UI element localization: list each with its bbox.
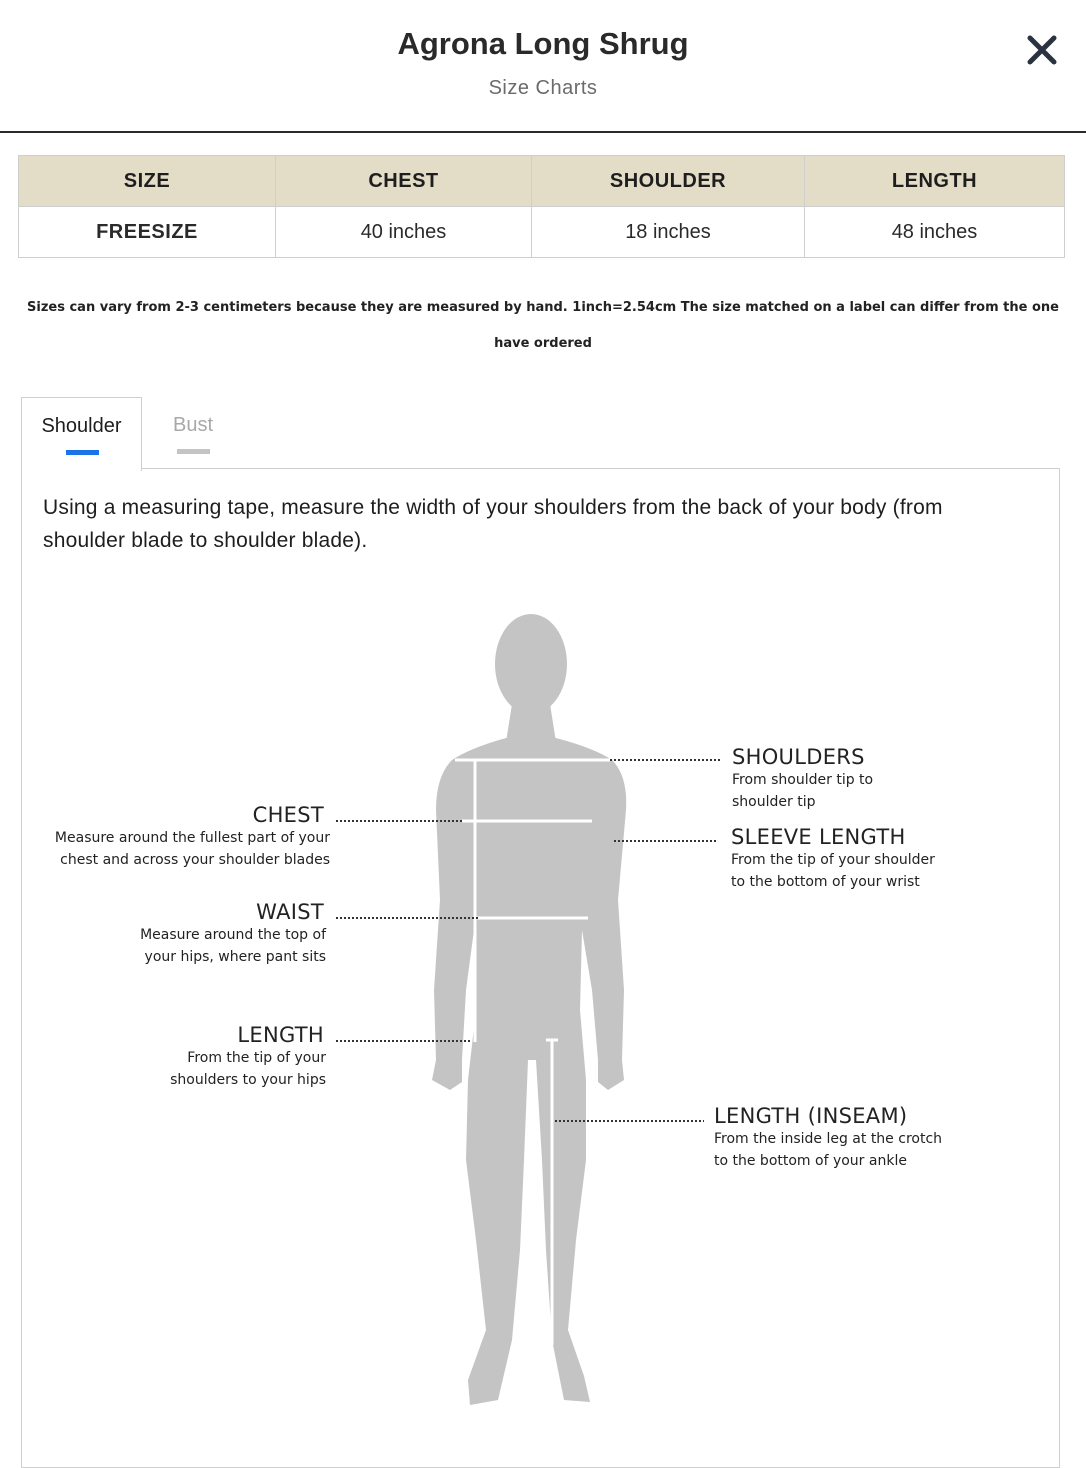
waist-label <box>40 900 326 968</box>
page-subtitle: Size Charts <box>488 77 598 99</box>
tab-panel <box>21 468 1060 1468</box>
chest-desc-line2: chest and across your shoulder blades <box>60 852 330 868</box>
column-header-size: SIZE <box>19 156 276 207</box>
length-desc-line2: shoulders to your hips <box>170 1072 326 1088</box>
chest-label <box>40 803 330 871</box>
shoulders-desc-line2: shoulder tip <box>732 794 816 810</box>
inseam-desc-line1: From the inside leg at the crotch <box>714 1131 943 1147</box>
table-header-row <box>19 156 1065 207</box>
cell-shoulder: 18 inches <box>532 207 805 258</box>
inseam-desc-line2: to the bottom of your ankle <box>714 1153 907 1169</box>
table-row <box>19 207 1065 258</box>
inseam-label <box>714 1104 1054 1172</box>
waist-desc-line2: your hips, where pant sits <box>144 949 326 965</box>
tab-label: Bust <box>172 414 214 436</box>
close-icon[interactable] <box>1020 28 1064 72</box>
shoulders-title: SHOULDERS <box>732 745 865 769</box>
cell-chest: 40 inches <box>276 207 532 258</box>
tab-indicator <box>177 449 210 454</box>
shoulders-label <box>732 745 1052 813</box>
page-title: Agrona Long Shrug <box>397 26 689 61</box>
size-note: Sizes can vary from 2-3 centimeters because they are measured by hand. 1inch=2.54cm The size matched on a label can differ from the one have ordered <box>27 300 1059 351</box>
chest-desc-line1: Measure around the fullest part of your <box>54 830 330 846</box>
tab-active-indicator <box>66 450 99 455</box>
column-header-chest: CHEST <box>276 156 532 207</box>
sleeve-length-title: SLEEVE LENGTH <box>731 825 906 849</box>
cell-length: 48 inches <box>805 207 1065 258</box>
sleeve-length-desc-line2: to the bottom of your wrist <box>731 874 920 890</box>
cell-size: FREESIZE <box>19 207 276 258</box>
column-header-length: LENGTH <box>805 156 1065 207</box>
waist-desc-line1: Measure around the top of <box>140 927 326 943</box>
inseam-title: LENGTH (INSEAM) <box>714 1104 908 1128</box>
sleeve-length-label <box>731 825 1051 893</box>
tab-label: Shoulder <box>41 415 122 437</box>
tab-shoulder[interactable] <box>21 397 142 471</box>
length-desc-line1: From the tip of your <box>187 1050 326 1066</box>
tab-bust[interactable] <box>159 397 227 469</box>
waist-title: WAIST <box>256 900 324 924</box>
length-label <box>40 1023 326 1091</box>
modal-header <box>0 0 1086 133</box>
size-table <box>18 155 1065 258</box>
column-header-shoulder: SHOULDER <box>532 156 805 207</box>
length-title: LENGTH <box>237 1023 324 1047</box>
sleeve-length-desc-line1: From the tip of your shoulder <box>731 852 935 868</box>
chest-title: CHEST <box>252 803 324 827</box>
measurement-instruction: Using a measuring tape, measure the width of your shoulders from the back of your body (from shoulder blade to shoulder blade). <box>43 496 943 552</box>
shoulders-desc-line1: From shoulder tip to <box>732 772 874 788</box>
